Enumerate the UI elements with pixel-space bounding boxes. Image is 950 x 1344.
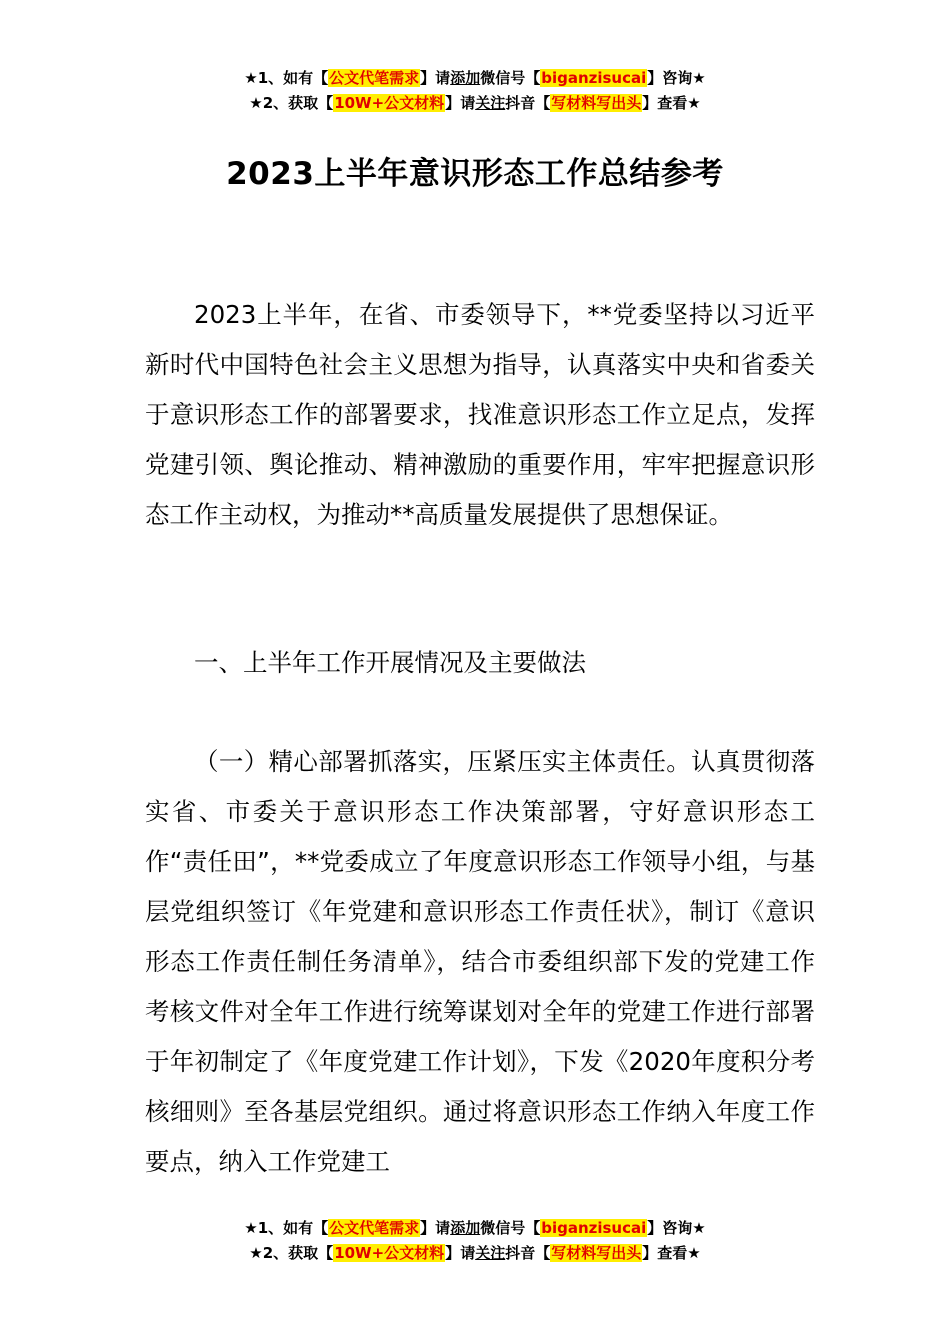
promo-highlight: biganzisucai <box>541 69 647 87</box>
promo-highlight: 公文代笔需求 <box>329 1219 420 1237</box>
promo-banner-top <box>0 66 950 116</box>
section-heading-block <box>145 638 815 688</box>
promo-text: 】查看★ <box>642 94 701 112</box>
promo-text: 微信号【 <box>480 1219 541 1237</box>
promo-line-1 <box>0 66 950 91</box>
body-paragraph-block <box>145 737 815 1187</box>
promo-text: 微信号【 <box>480 69 541 87</box>
promo-highlight: 写材料写出头 <box>551 1244 642 1262</box>
promo-highlight: 写材料写出头 <box>551 94 642 112</box>
intro-paragraph: 2023上半年，在省、市委领导下，**党委坚持以习近平新时代中国特色社会主义思想为指导，认真落实中央和省委关于意识形态工作的部署要求，找准意识形态工作立足点，发挥党建引领、舆论推动、精神激励的重要作用，牢牢把握意识形态工作主动权，为推动**高质量发展提供了思想保证。 <box>145 300 815 529</box>
promo-text: ★2、获取【 <box>249 1244 334 1262</box>
promo-text: 】咨询★ <box>647 69 706 87</box>
promo-text: 】查看★ <box>642 1244 701 1262</box>
promo-text: 】请 <box>445 1244 476 1262</box>
promo-underline: 关注 <box>475 94 506 112</box>
intro-paragraph-block <box>145 290 815 540</box>
promo-text: 】请 <box>420 69 451 87</box>
promo-underline: 添加 <box>450 1219 481 1237</box>
promo-text: 】请 <box>445 94 476 112</box>
body-paragraph: （一）精心部署抓落实，压紧压实主体责任。认真贯彻落实省、市委关于意识形态工作决策部署，守好意识形态工作“责任田”，**党委成立了年度意识形态工作领导小组，与基层党组织签订《年党建和意识形态工作责任状》，制订《意识形态工作责任制任务清单》，结合市委组织部下发的党建工作考核文件对全年工作进行统筹谋划对全年的党建工作进行部署于年初制定了《年度党建工作计划》，下发《2020年度积分考核细则》至各基层党组织。通过将意识形态工作纳入年度工作要点，纳入工作党建工 <box>145 747 815 1176</box>
promo-text: ★1、如有【 <box>244 69 329 87</box>
promo-line-1 <box>0 1216 950 1241</box>
promo-line-2 <box>0 1241 950 1266</box>
promo-highlight: biganzisucai <box>541 1219 647 1237</box>
promo-highlight: 公文代笔需求 <box>329 69 420 87</box>
promo-text: ★1、如有【 <box>244 1219 329 1237</box>
promo-line-2 <box>0 91 950 116</box>
promo-banner-bottom <box>0 1216 950 1266</box>
promo-underline: 添加 <box>450 69 481 87</box>
promo-text: 抖音【 <box>505 94 551 112</box>
promo-text: ★2、获取【 <box>249 94 334 112</box>
document-title: 2023上半年意识形态工作总结参考 <box>226 156 724 192</box>
promo-text: 抖音【 <box>505 1244 551 1262</box>
promo-text: 】咨询★ <box>647 1219 706 1237</box>
promo-highlight: 10W+公文材料 <box>334 94 445 112</box>
promo-highlight: 10W+公文材料 <box>334 1244 445 1262</box>
promo-text: 】请 <box>420 1219 451 1237</box>
promo-underline: 关注 <box>475 1244 506 1262</box>
section-heading: 一、上半年工作开展情况及主要做法 <box>194 648 586 677</box>
